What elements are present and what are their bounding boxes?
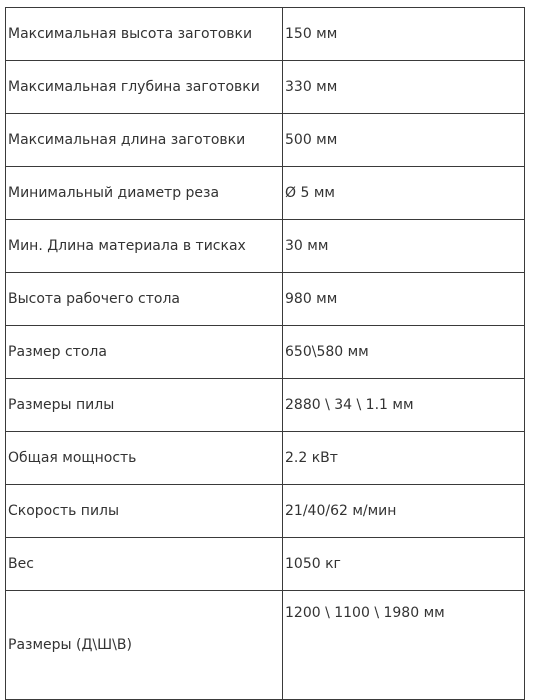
spec-value-cell: Ø 5 мм (283, 167, 525, 220)
table-row (6, 273, 525, 326)
spec-name-cell: Вес (6, 538, 283, 591)
spec-value-cell: 30 мм (283, 220, 525, 273)
spec-name-cell: Размеры пилы (6, 379, 283, 432)
spec-name-cell: Максимальная высота заготовки (6, 8, 283, 61)
spec-name-cell: Высота рабочего стола (6, 273, 283, 326)
spec-value-cell: 650\580 мм (283, 326, 525, 379)
spec-name-cell: Минимальный диаметр реза (6, 167, 283, 220)
spec-value-cell: 500 мм (283, 114, 525, 167)
spec-value-cell: 1200 \ 1100 \ 1980 мм (283, 591, 525, 700)
table-row (6, 379, 525, 432)
spec-value-cell: 2.2 кВт (283, 432, 525, 485)
spec-value-cell: 2880 \ 34 \ 1.1 мм (283, 379, 525, 432)
table-row (6, 61, 525, 114)
table-row (6, 326, 525, 379)
spec-value-cell: 21/40/62 м/мин (283, 485, 525, 538)
spec-value-cell: 150 мм (283, 8, 525, 61)
table-row (6, 591, 525, 700)
table-row (6, 220, 525, 273)
spec-value-cell: 330 мм (283, 61, 525, 114)
spec-value-cell: 1050 кг (283, 538, 525, 591)
spec-name-cell: Максимальная длина заготовки (6, 114, 283, 167)
spec-name-cell: Мин. Длина материала в тисках (6, 220, 283, 273)
spec-name-cell: Скорость пилы (6, 485, 283, 538)
table-row (6, 167, 525, 220)
table-row (6, 538, 525, 591)
table-row (6, 432, 525, 485)
spec-value-cell: 980 мм (283, 273, 525, 326)
table-row (6, 8, 525, 61)
table-row (6, 485, 525, 538)
spec-name-cell: Размер стола (6, 326, 283, 379)
spec-name-cell: Общая мощность (6, 432, 283, 485)
table-row (6, 114, 525, 167)
spec-name-cell: Размеры (Д\Ш\В) (6, 591, 283, 700)
spec-name-cell: Максимальная глубина заготовки (6, 61, 283, 114)
specifications-table (5, 7, 525, 700)
